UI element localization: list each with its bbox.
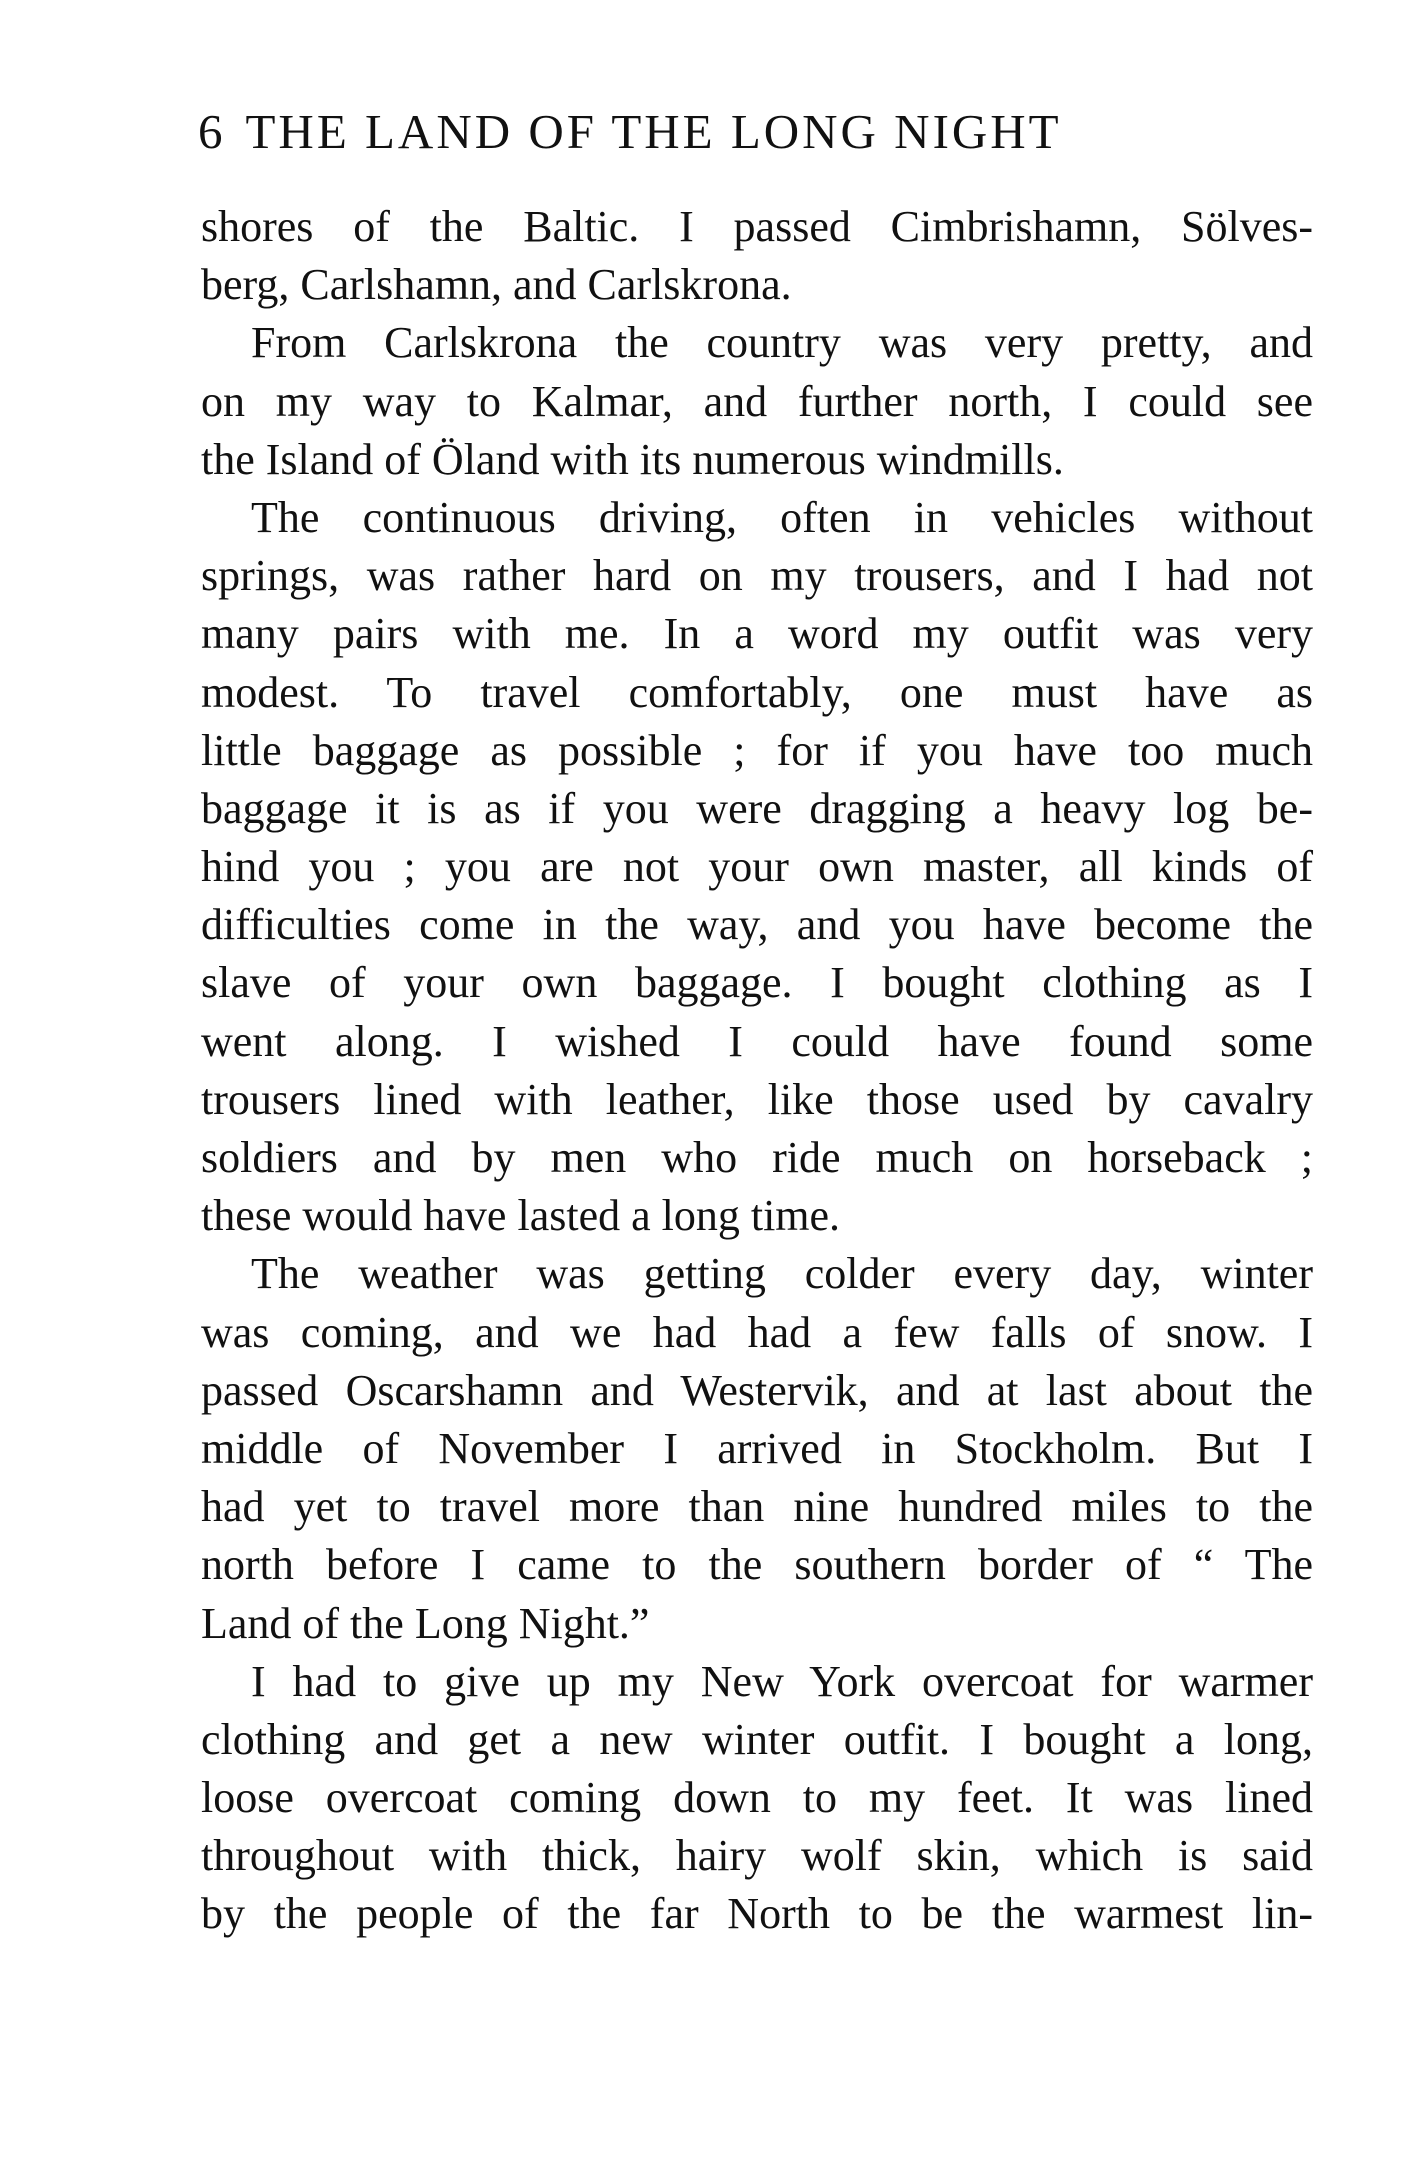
text-line: north before I came to the southern border of “ The: [201, 1540, 1313, 1590]
text-line: I had to give up my New York overcoat for warmer: [251, 1656, 1313, 1706]
text-line: From Carlskrona the country was very pretty, and: [251, 318, 1313, 368]
text-line: The weather was getting colder every day, winter: [251, 1249, 1313, 1299]
text-line: passed Oscarshamn and Westervik, and at last about the: [201, 1365, 1313, 1415]
text-line: little baggage as possible ; for if you have too much: [201, 725, 1313, 775]
text-line: loose overcoat coming down to my feet. It was lined: [201, 1773, 1313, 1823]
text-line: Land of the Long Night.”: [201, 1598, 650, 1648]
text-line: The continuous driving, often in vehicles without: [251, 492, 1313, 542]
page-number: 6: [198, 104, 226, 159]
text-line: modest. To travel comfortably, one must have as: [201, 667, 1313, 717]
text-line: berg, Carlshamn, and Carlskrona.: [201, 260, 792, 310]
text-line: on my way to Kalmar, and further north, I could see: [201, 376, 1313, 426]
text-line: slave of your own baggage. I bought clothing as I: [201, 958, 1313, 1008]
text-line: was coming, and we had had a few falls of snow. I: [201, 1307, 1313, 1357]
body-text: [201, 198, 1313, 1944]
text-line: these would have lasted a long time.: [201, 1191, 841, 1241]
text-line: middle of November I arrived in Stockholm. But I: [201, 1423, 1313, 1473]
text-line: springs, was rather hard on my trousers, and I had not: [201, 551, 1313, 601]
text-line: soldiers and by men who ride much on horseback ;: [201, 1133, 1313, 1182]
text-line: the Island of Öland with its numerous windmills.: [201, 434, 1064, 484]
running-head: [198, 102, 1318, 162]
text-line: had yet to travel more than nine hundred miles to the: [201, 1482, 1313, 1532]
text-line: many pairs with me. In a word my outfit was very: [201, 609, 1313, 659]
text-line: baggage it is as if you were dragging a heavy log be-: [201, 783, 1313, 833]
text-line: difficulties come in the way, and you have become the: [201, 900, 1313, 950]
text-line: hind you ; you are not your own master, all kinds of: [201, 842, 1313, 892]
text-line: clothing and get a new winter outfit. I bought a long,: [201, 1714, 1313, 1764]
text-line: shores of the Baltic. I passed Cimbrishamn, Sölves-: [201, 202, 1313, 251]
text-line: by the people of the far North to be the warmest lin-: [201, 1889, 1313, 1939]
text-line: throughout with thick, hairy wolf skin, which is said: [201, 1831, 1313, 1881]
text-line: went along. I wished I could have found some: [201, 1016, 1313, 1066]
text-line: trousers lined with leather, like those used by cavalry: [201, 1074, 1313, 1124]
running-title: THE LAND OF THE LONG NIGHT: [245, 104, 1062, 159]
